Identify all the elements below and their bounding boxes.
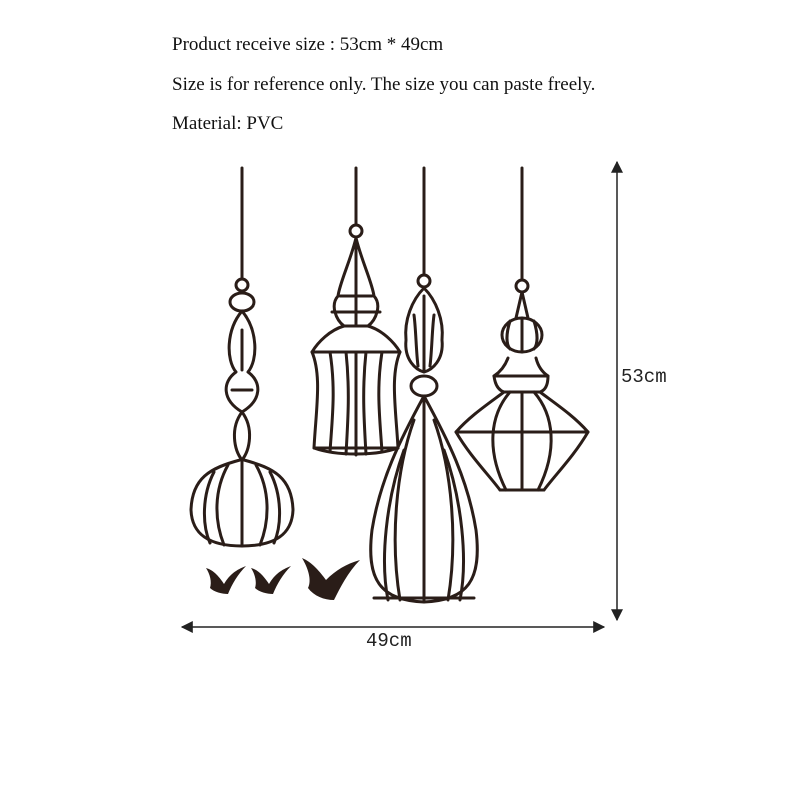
bird-icon [302, 558, 360, 600]
bird-icon [251, 566, 291, 594]
pendant-lamp-diamond [456, 168, 588, 490]
pendant-lamp-cage [312, 168, 400, 455]
pendant-lamp-gourd [191, 168, 293, 546]
size-info-text: Product receive size : 53cm * 49cm [172, 34, 444, 55]
bird-icon [206, 566, 246, 594]
size-note-text: Size is for reference only. The size you can paste freely. [172, 74, 596, 95]
pendant-lamp-teardrop [371, 168, 478, 602]
width-dimension-label: 49cm [366, 630, 412, 652]
height-dimension-label: 53cm [621, 366, 667, 388]
material-text: Material: PVC [172, 113, 284, 134]
